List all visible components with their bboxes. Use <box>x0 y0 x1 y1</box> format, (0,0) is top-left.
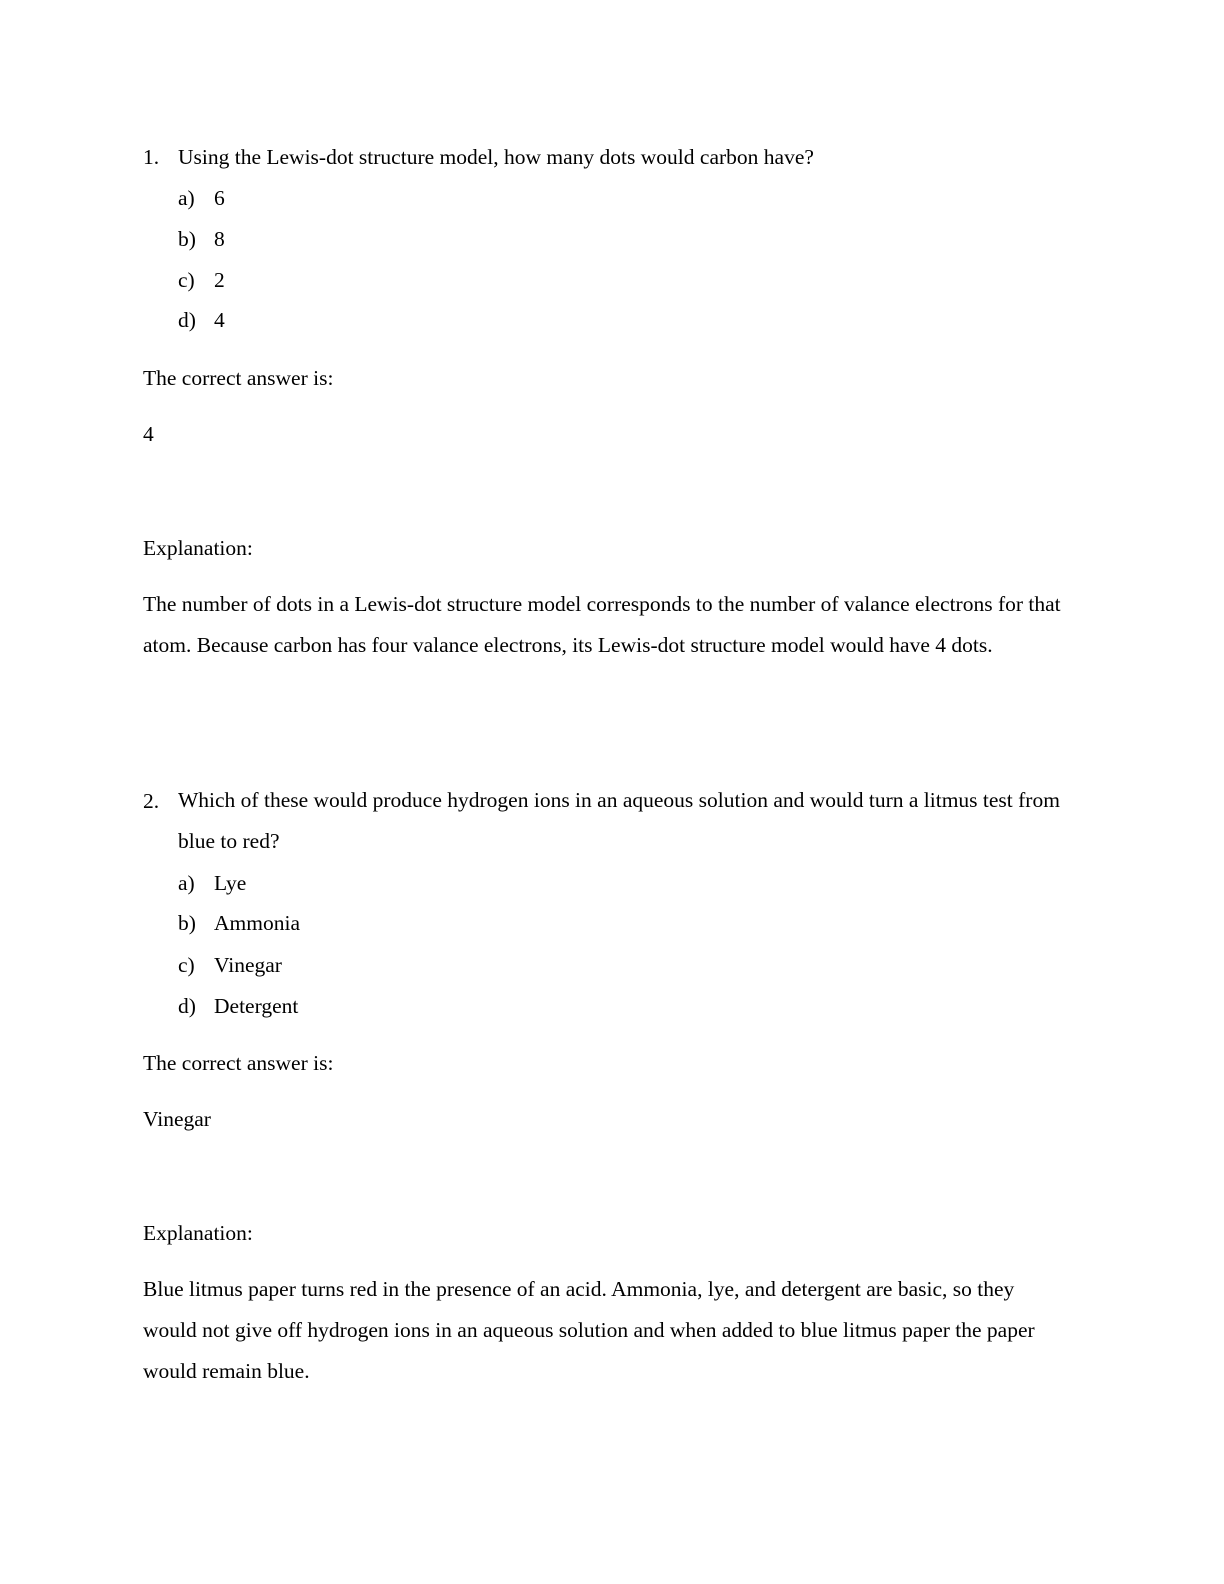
option-text: Vinegar <box>214 953 282 977</box>
answer-label: The correct answer is: <box>143 366 334 390</box>
question-text: Using the Lewis-dot structure model, how many dots would carbon have? <box>178 145 814 169</box>
option-letter: d) <box>178 308 196 332</box>
option-text: Lye <box>214 871 247 895</box>
option-letter: c) <box>178 953 195 977</box>
option-text: Ammonia <box>214 911 300 935</box>
option-text: 4 <box>214 308 225 332</box>
question-number: 2. <box>143 789 160 813</box>
option-letter: c) <box>178 268 195 292</box>
option-letter: a) <box>178 186 195 210</box>
explanation-text: The number of dots in a Lewis-dot structure model corresponds to the number of valance electrons for that atom. Because carbon has four valance electrons, its Lewis-dot structure model would have 4 dots. <box>143 592 1061 657</box>
question-number: 1. <box>143 145 160 169</box>
option-text: 8 <box>214 227 225 251</box>
option-letter: a) <box>178 871 195 895</box>
explanation-text: Blue litmus paper turns red in the presence of an acid. Ammonia, lye, and detergent are basic, so they would not give off hydrogen ions in an aqueous solution and when added to blue litmus paper the paper would remain blue. <box>143 1277 1035 1383</box>
question-text: Which of these would produce hydrogen ions in an aqueous solution and would turn a litmus test from blue to red? <box>178 788 1060 853</box>
option-text: 2 <box>214 268 225 292</box>
explanation-label: Explanation: <box>143 536 253 560</box>
option-letter: b) <box>178 227 196 251</box>
answer-value: 4 <box>143 422 154 446</box>
option-letter: b) <box>178 911 196 935</box>
option-text: Detergent <box>214 994 299 1018</box>
option-text: 6 <box>214 186 225 210</box>
answer-label: The correct answer is: <box>143 1051 334 1075</box>
option-letter: d) <box>178 994 196 1018</box>
answer-value: Vinegar <box>143 1107 211 1131</box>
explanation-label: Explanation: <box>143 1221 253 1245</box>
